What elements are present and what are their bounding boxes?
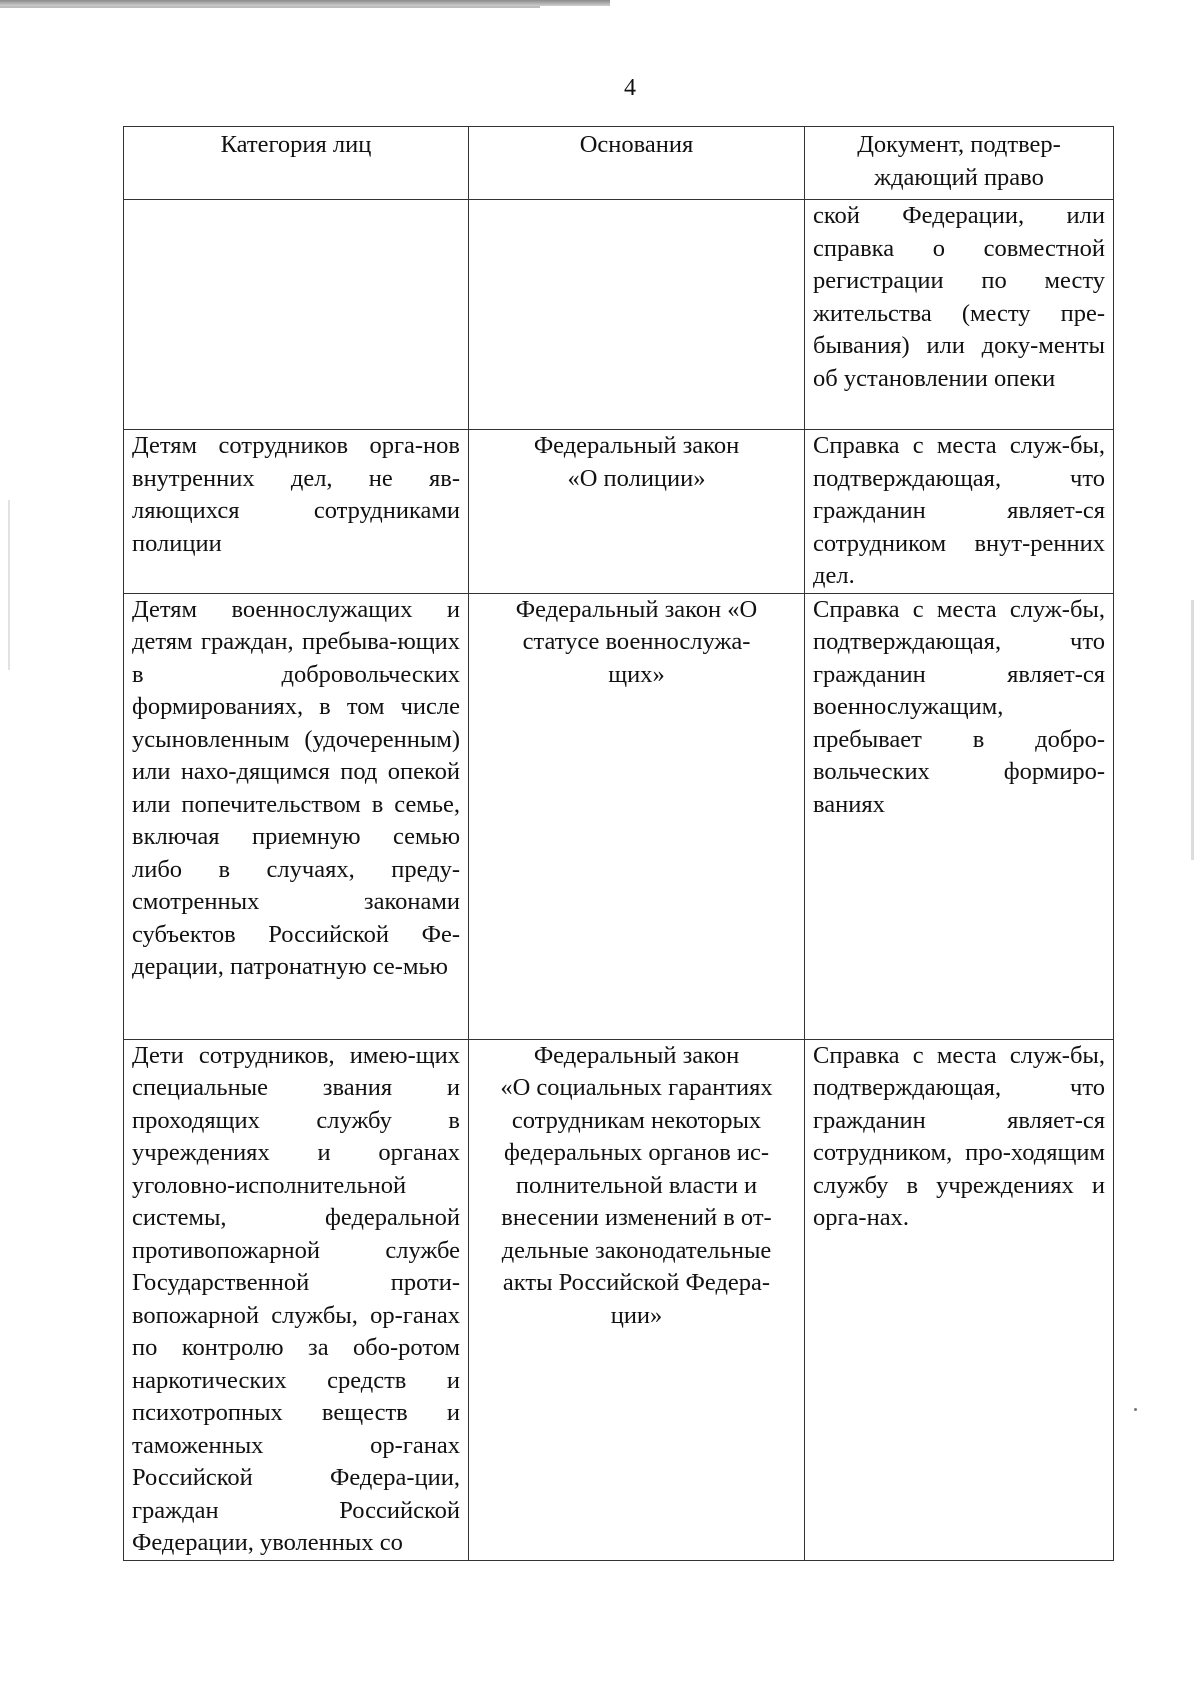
scan-artifact-left-edge: [8, 500, 10, 670]
category-cell: [124, 200, 469, 430]
table-row: [124, 430, 1114, 594]
document-cell: ской Федерации, или справка о совместной регистрации по месту жительства (месту пре-бывания) или доку-менты об установлении опеки: [805, 200, 1114, 430]
document-cell: Справка с места служ-бы, подтверждающая, что гражданин являет-ся военнослужащим, пребывает в добро-вольческих формиро-ваниях: [805, 593, 1114, 1039]
document-cell: Справка с места служ-бы, подтверждающая, что гражданин являет-ся сотрудником, про-ходящим службу в учреждениях и орга-нах.: [805, 1039, 1114, 1560]
table-body: [124, 200, 1114, 1561]
rights-table: [123, 126, 1114, 1561]
category-cell: Детям сотрудников орга-нов внутренних дел, не яв-ляющихся сотрудниками полиции: [124, 430, 469, 594]
table-row: [124, 593, 1114, 1039]
table-row: [124, 1039, 1114, 1560]
basis-cell: Федеральный закон «О статусе военнослужа- щих»: [469, 593, 805, 1039]
header-row: [124, 127, 1114, 200]
table-header: [124, 127, 1114, 200]
category-cell: Детям военнослужащих и детям граждан, пребыва-ющих в добровольческих формированиях, в том числе усыновленным (удочеренным) или нахо-дящимся под опекой или попечительством в семье, включая приемную семью либо в случаях, преду-смотренных законами субъектов Российской Фе-дерации, патронатную се-мью: [124, 593, 469, 1039]
scan-artifact-top-2: [0, 6, 540, 8]
document-cell: Справка с места служ-бы, подтверждающая, что гражданин являет-ся сотрудником внут-ренних дел.: [805, 430, 1114, 594]
header-document: Документ, подтвер- ждающий право: [805, 127, 1114, 200]
header-category: Категория лиц: [124, 127, 469, 200]
basis-cell: [469, 200, 805, 430]
basis-cell: Федеральный закон «О полиции»: [469, 430, 805, 594]
scan-artifact-right-edge: [1191, 600, 1194, 860]
page-number: 4: [624, 75, 636, 101]
category-cell: Дети сотрудников, имею-щих специальные звания и проходящих службу в учреждениях и органах уголовно-исполнительной системы, федеральной противопожарной службе Государственной проти-вопожарной службы, ор-ганах по контролю за обо-ротом наркотических средств и психотропных веществ и таможенных ор-ганах Российской Федера-ции, граждан Российской Федерации, уволенных со: [124, 1039, 469, 1560]
scan-speck: [1134, 1408, 1137, 1411]
header-basis: Основания: [469, 127, 805, 200]
table-row: [124, 200, 1114, 430]
basis-cell: Федеральный закон «О социальных гарантиях сотрудникам некоторых федеральных органов ис- полнительной власти и внесении изменений в от- дельные законодательные акты Российской Федера- ции»: [469, 1039, 805, 1560]
